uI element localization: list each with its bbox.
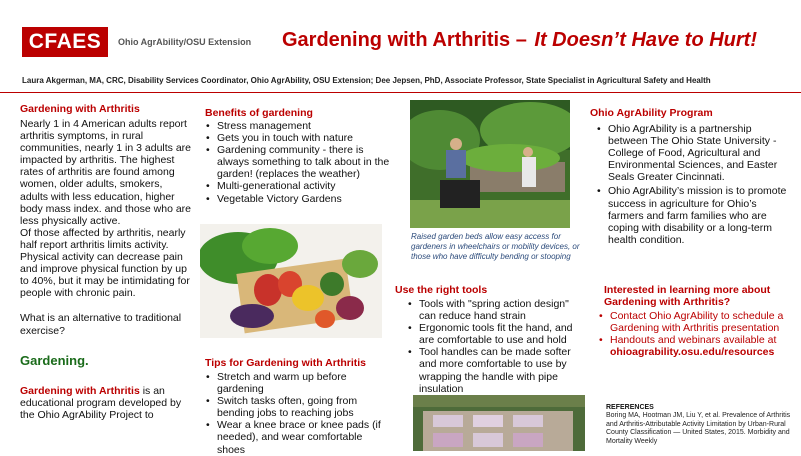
program-heading: Ohio AgrAbility Program: [590, 107, 713, 119]
formal-garden-illustration: [413, 395, 585, 451]
program-list: [590, 123, 790, 246]
tips-heading: Tips for Gardening with Arthritis: [205, 357, 367, 369]
references-text: Boring MA, Hootman JM, Liu Y, et al. Prevalence of Arthritis and Arthritis-Attributable Activity Limitation by Urban-Rural County Classification — United States, 2015. Morbidity and Mortality Weekly: [606, 412, 791, 445]
benefits-list: [205, 120, 390, 205]
authors-line: Laura Akgerman, MA, CRC, Disability Services Coordinator, Ohio AgrAbility, OSU Extension; Dee Jepsen, PhD, Associate Professor, State Specialist in Agricultural Safety and Health: [22, 76, 711, 85]
list-item: • Stretch and warm up before gardening: [217, 371, 393, 395]
raised-garden-photo: [410, 100, 570, 228]
list-item: • Ohio AgrAbility is a partnership between The Ohio State University - College of Food, Agricultural and Environmental Sciences, and Easter Seals Greater Cincinnati.: [608, 123, 790, 183]
interest-list: [604, 310, 794, 346]
list-item: • Gardening community - there is always something to talk about in the garden! (replaces the weather): [217, 144, 390, 180]
poster-title: Gardening with Arthritis – It Doesn’t Have to Hurt!: [282, 29, 758, 51]
intro-paragraph-1: Nearly 1 in 4 American adults report arthritis symptoms, in rural communities, nearly 1 in 3 adults are impacted by arthritis. The highest rates of arthritis are found among women, older adults, smokers, adults with less education, higher body mass index. and those who are less physically active.: [20, 118, 192, 227]
list-item: • Gets you in touch with nature: [217, 132, 390, 144]
benefits-heading: Benefits of gardening: [205, 107, 313, 119]
list-item: • Multi-generational activity: [217, 180, 390, 192]
intro-question: What is an alternative to traditional exercise?: [20, 312, 182, 337]
garden-photo-caption: Raised garden beds allow easy access for gardeners in wheelchairs or mobility devices, or those who have difficulty bending or stooping: [411, 232, 580, 261]
references-heading: REFERENCES: [606, 404, 654, 411]
list-item: • Stress management: [217, 120, 390, 132]
column-tips: [205, 357, 393, 456]
resources-link[interactable]: ohioagrability.osu.edu/resources: [610, 346, 775, 359]
interest-heading: Interested in learning more about Gardening with Arthritis?: [604, 284, 771, 308]
intro-paragraph-2: Of those affected by arthritis, nearly half report arthritis limits activity. Physical activity can decrease pain and improve physical function by up to 40%, but it may be intimidating for people with chronic pain.: [20, 226, 190, 300]
list-item: • Switch tasks often, going from bending jobs to reaching jobs: [217, 395, 393, 419]
column-intro: [20, 103, 192, 421]
list-item: • Contact Ohio AgrAbility to schedule a Gardening with Arthritis presentation: [610, 310, 794, 334]
list-item: • Wear a knee brace or knee pads (if needed), and wear comfortable shoes: [217, 419, 393, 455]
column-program: [590, 107, 790, 246]
column-tools: [395, 284, 587, 395]
logo-subtitle: Ohio AgrAbility/OSU Extension: [118, 37, 252, 47]
intro-heading: Gardening with Arthritis: [20, 103, 140, 115]
column-benefits: [205, 107, 390, 205]
intro-paragraph-4: Gardening with Arthritis is an educational program developed by the Ohio AgrAbility Project to: [20, 384, 182, 421]
header-divider: [0, 92, 801, 93]
list-item: • Tools with "spring action design" can reduce hand strain: [419, 298, 587, 322]
list-item: • Ohio AgrAbility’s mission is to promote success in agriculture for Ohio’s farmers and farm families who are coping with disability or a long-term health condition.: [608, 185, 790, 245]
raised-garden-illustration: [410, 100, 570, 228]
vegetables-illustration: [200, 224, 382, 338]
list-item: • Tool handles can be made softer and more comfortable to use by wrapping the handle with pipe insulation: [419, 346, 587, 394]
references: [606, 404, 792, 446]
list-item: • Vegetable Victory Gardens: [217, 193, 390, 205]
formal-garden-photo: [413, 395, 585, 451]
list-item: • Handouts and webinars available at: [610, 334, 794, 346]
cfaes-logo: CFAES: [22, 27, 108, 57]
tools-list: [395, 298, 587, 395]
column-interest: [604, 284, 794, 358]
tips-list: [205, 371, 393, 456]
intro-answer: Gardening.: [20, 352, 89, 368]
tools-heading: Use the right tools: [395, 284, 488, 296]
list-item: • Ergonomic tools fit the hand, and are comfortable to use and hold: [419, 322, 587, 346]
vegetables-photo: [200, 224, 382, 338]
